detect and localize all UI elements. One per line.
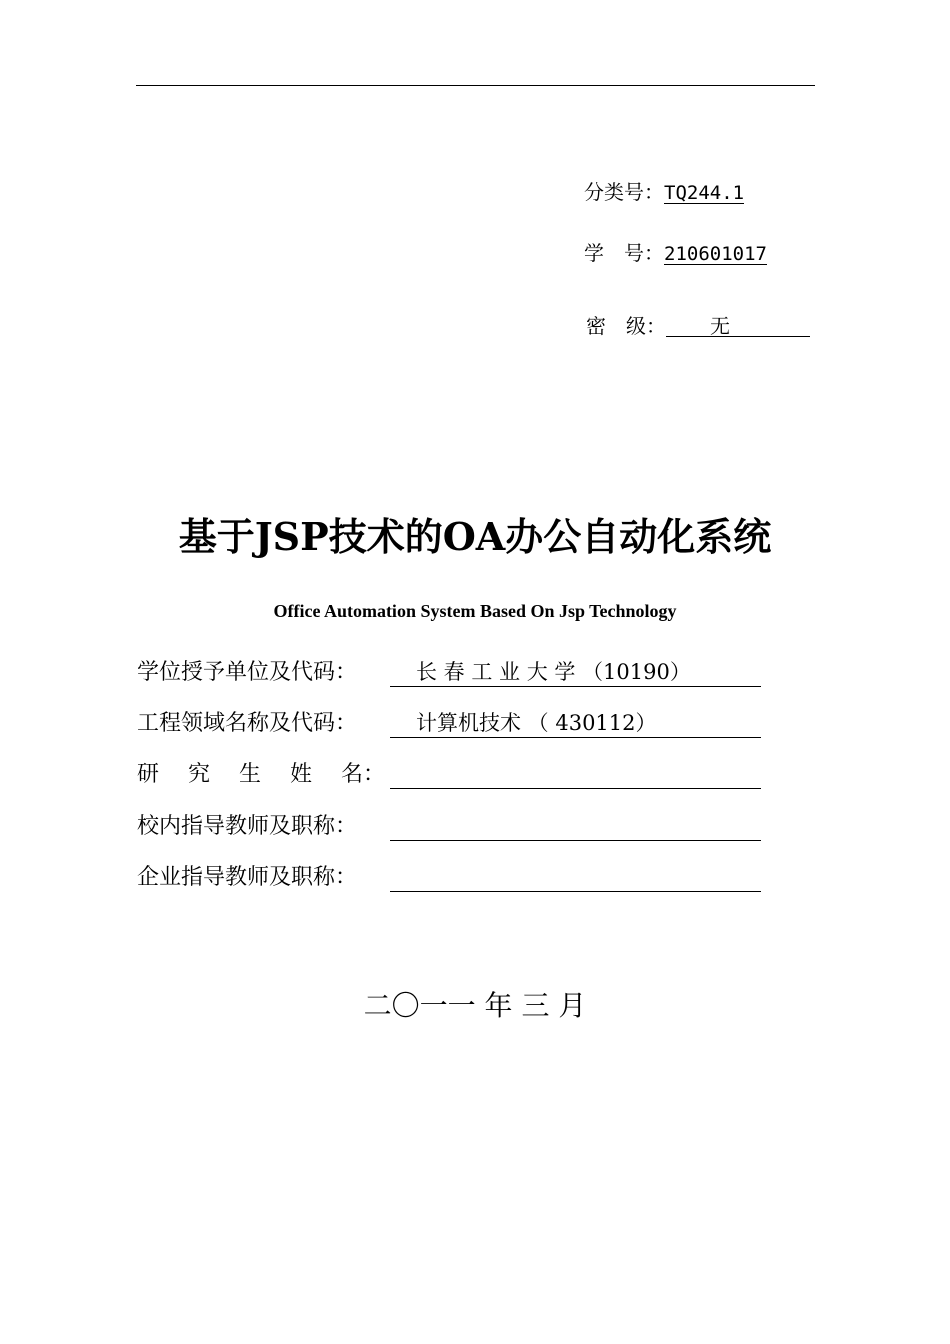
classification-value: TQ244.1 bbox=[664, 182, 745, 204]
student-name-field bbox=[390, 759, 761, 789]
classification-row bbox=[584, 180, 744, 204]
student-name-label-char: 究 bbox=[187, 762, 210, 787]
enterprise-advisor-field bbox=[390, 862, 761, 892]
secrecy-row bbox=[586, 314, 810, 338]
student-name-label-char: 姓 bbox=[289, 762, 312, 787]
student-id-label: 学 号： bbox=[584, 241, 664, 265]
thesis-title: 基于JSP技术的OA办公自动化系统 bbox=[178, 514, 772, 559]
student-name-label-char: 研 bbox=[137, 762, 160, 787]
field-field: 计算机技术 （ 430112） bbox=[390, 708, 761, 738]
thesis-subtitle: Office Automation System Based On Jsp Technology bbox=[273, 601, 677, 621]
classification-label: 分类号： bbox=[584, 180, 664, 204]
field-label: 工程领域名称及代码： bbox=[137, 711, 358, 736]
submission-date: 二〇一一 年 三 月 bbox=[363, 989, 587, 1022]
degree-unit-field: 长 春 工 业 大 学 （10190） bbox=[390, 657, 761, 687]
internal-advisor-field bbox=[390, 811, 761, 841]
header-rule bbox=[136, 85, 815, 86]
student-name-label bbox=[137, 759, 385, 791]
secrecy-value: 无 bbox=[666, 316, 810, 337]
student-id-value: 210601017 bbox=[664, 243, 767, 265]
student-id-row bbox=[584, 241, 767, 265]
degree-unit-label: 学位授予单位及代码： bbox=[137, 660, 358, 685]
student-name-label-char: 名： bbox=[340, 762, 385, 787]
secrecy-label: 密 级： bbox=[586, 314, 666, 338]
student-name-label-char: 生 bbox=[238, 762, 261, 787]
internal-advisor-label: 校内指导教师及职称： bbox=[137, 814, 358, 839]
enterprise-advisor-label: 企业指导教师及职称： bbox=[137, 865, 358, 890]
